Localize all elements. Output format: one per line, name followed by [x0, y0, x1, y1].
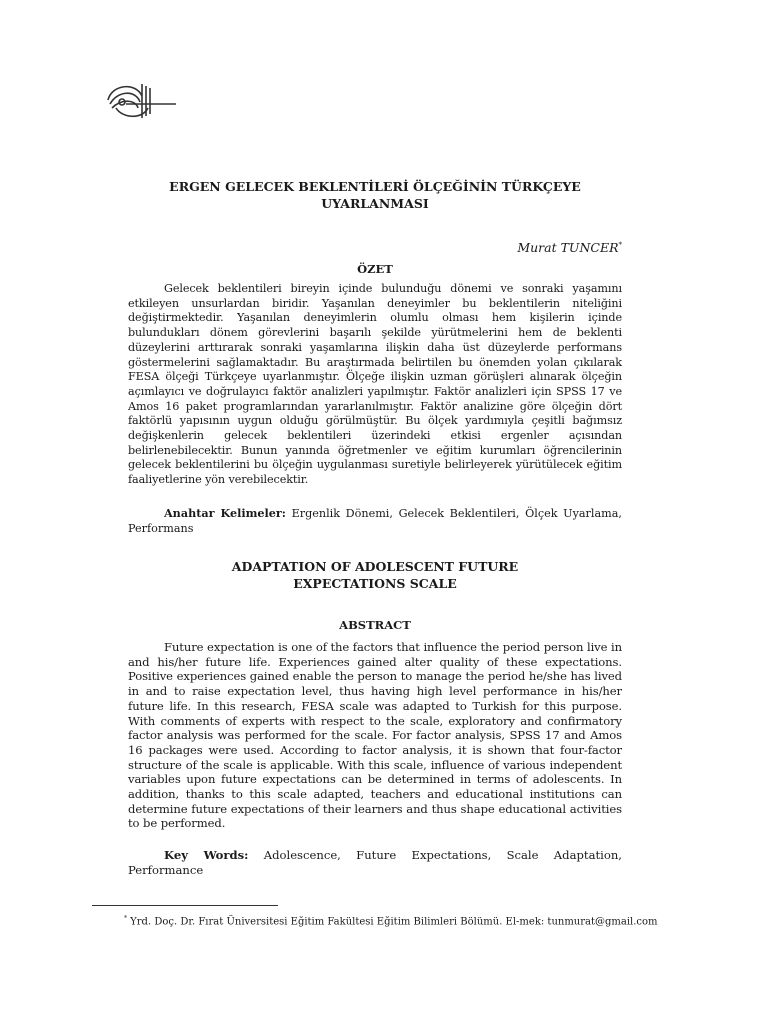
keywords-tr: [128, 506, 622, 536]
university-seal-icon: [102, 78, 178, 124]
title-english: [128, 558, 622, 592]
keywords-tr-text: Ergenlik Dönemi, Gelecek Beklentileri, Ölçek Uyarlama, Performans: [128, 507, 622, 535]
footnote-divider: [92, 905, 278, 906]
footnote: [90, 912, 678, 928]
keywords-tr-label: Anahtar Kelimeler:: [164, 506, 286, 520]
author-name: [517, 240, 622, 255]
abstract-heading: ABSTRACT: [339, 618, 411, 632]
author-footnote-mark: *: [618, 240, 622, 249]
ozet-heading: ÖZET: [357, 262, 393, 276]
author-text: Murat TUNCER: [517, 240, 619, 255]
title-en-line1: ADAPTATION OF ADOLESCENT FUTURE: [231, 559, 519, 574]
footnote-text: Yrd. Doç. Dr. Fırat Üniversitesi Eğitim Fakültesi Eğitim Bilimleri Bölümü. El-mek: tunmurat@gmail.com: [127, 916, 658, 928]
abstract-paragraph: Future expectation is one of the factors that influence the period person live in and his/her future life. Experiences gained alter quality of these expectations. Positive experiences gained enable the person to manage the period he/she has lived in and to raise expectation level, thus having high level performance in his/her future life. In this research, FESA scale was adapted to Turkish for this purpose. With comments of experts with respect to the scale, exploratory and confirmatory factor analysis was performed for the scale. For factor analysis, SPSS 17 and Amos 16 packages were used. According to factor analysis, it is shown that four-factor structure of the scale is applicable. With this scale, influence of various independent variables upon future expectations can be determined in terms of adolescents. In addition, thanks to this scale adapted, teachers and educational institutions can determine future expectations of their learners and thus shape educational activities to be performed.: [128, 640, 622, 831]
keywords-en-text: Adolescence, Future Expectations, Scale Adaptation, Performance: [128, 848, 622, 877]
ozet-paragraph: Gelecek beklentileri bireyin içinde bulunduğu dönemi ve sonraki yaşamını etkileyen unsurlardan biridir. Yaşanılan deneyimler bu beklentilerin niteliğini değiştirmektedir. Yaşanılan deneyimlerin olumlu olması hem kişilerin içinde bulundukları dönem görevlerini başarılı şekilde yürütmelerini hem de beklenti düzeylerini arttırarak sonraki yaşamlarına ilişkin daha üst düzeylerde performans göstermelerini sağlamaktadır. Bu araştırmada belirtilen bu önemden yolan çıkılarak FESA ölçeği Türkçeye uyarlanmıştır. Ölçeğe ilişkin uzman görüşleri alınarak ölçeğin açımlayıcı ve doğrulayıcı faktör analizleri yapılmıştır. Faktör analizleri için SPSS 17 ve Amos 16 paket programlarından yararlanılmıştır. Faktör analizine göre ölçeğin dört faktörlü yapısının uygun olduğu görülmüştür. Bu ölçek yardımıyla çeşitli bağımsız değişkenlerin gelecek beklentileri üzerindeki etkisi ergenler açısından belirlenebilecektir. Bunun yanında öğretmenler ve eğitim kurumları öğrencilerinin gelecek beklentilerini bu ölçeğin uygulanması suretiyle belirleyerek yürütülecek eğitim faaliyetlerine yön verebilecektir.: [128, 282, 622, 487]
keywords-en-label: Key Words:: [164, 848, 249, 862]
title-tr-line1: ERGEN GELECEK BEKLENTİLERİ ÖLÇEĞİNİN TÜRKÇEYE: [169, 179, 581, 194]
title-en-line2: EXPECTATIONS SCALE: [293, 576, 457, 591]
keywords-en: [128, 848, 622, 877]
footnote-mark: *: [124, 915, 127, 922]
ozet-body: [128, 282, 622, 488]
ozet-section: [128, 262, 622, 276]
abstract-body: [128, 640, 622, 831]
title-turkish: [128, 178, 622, 212]
abstract-section: [128, 618, 622, 632]
title-tr-line2: UYARLANMASI: [321, 196, 429, 211]
